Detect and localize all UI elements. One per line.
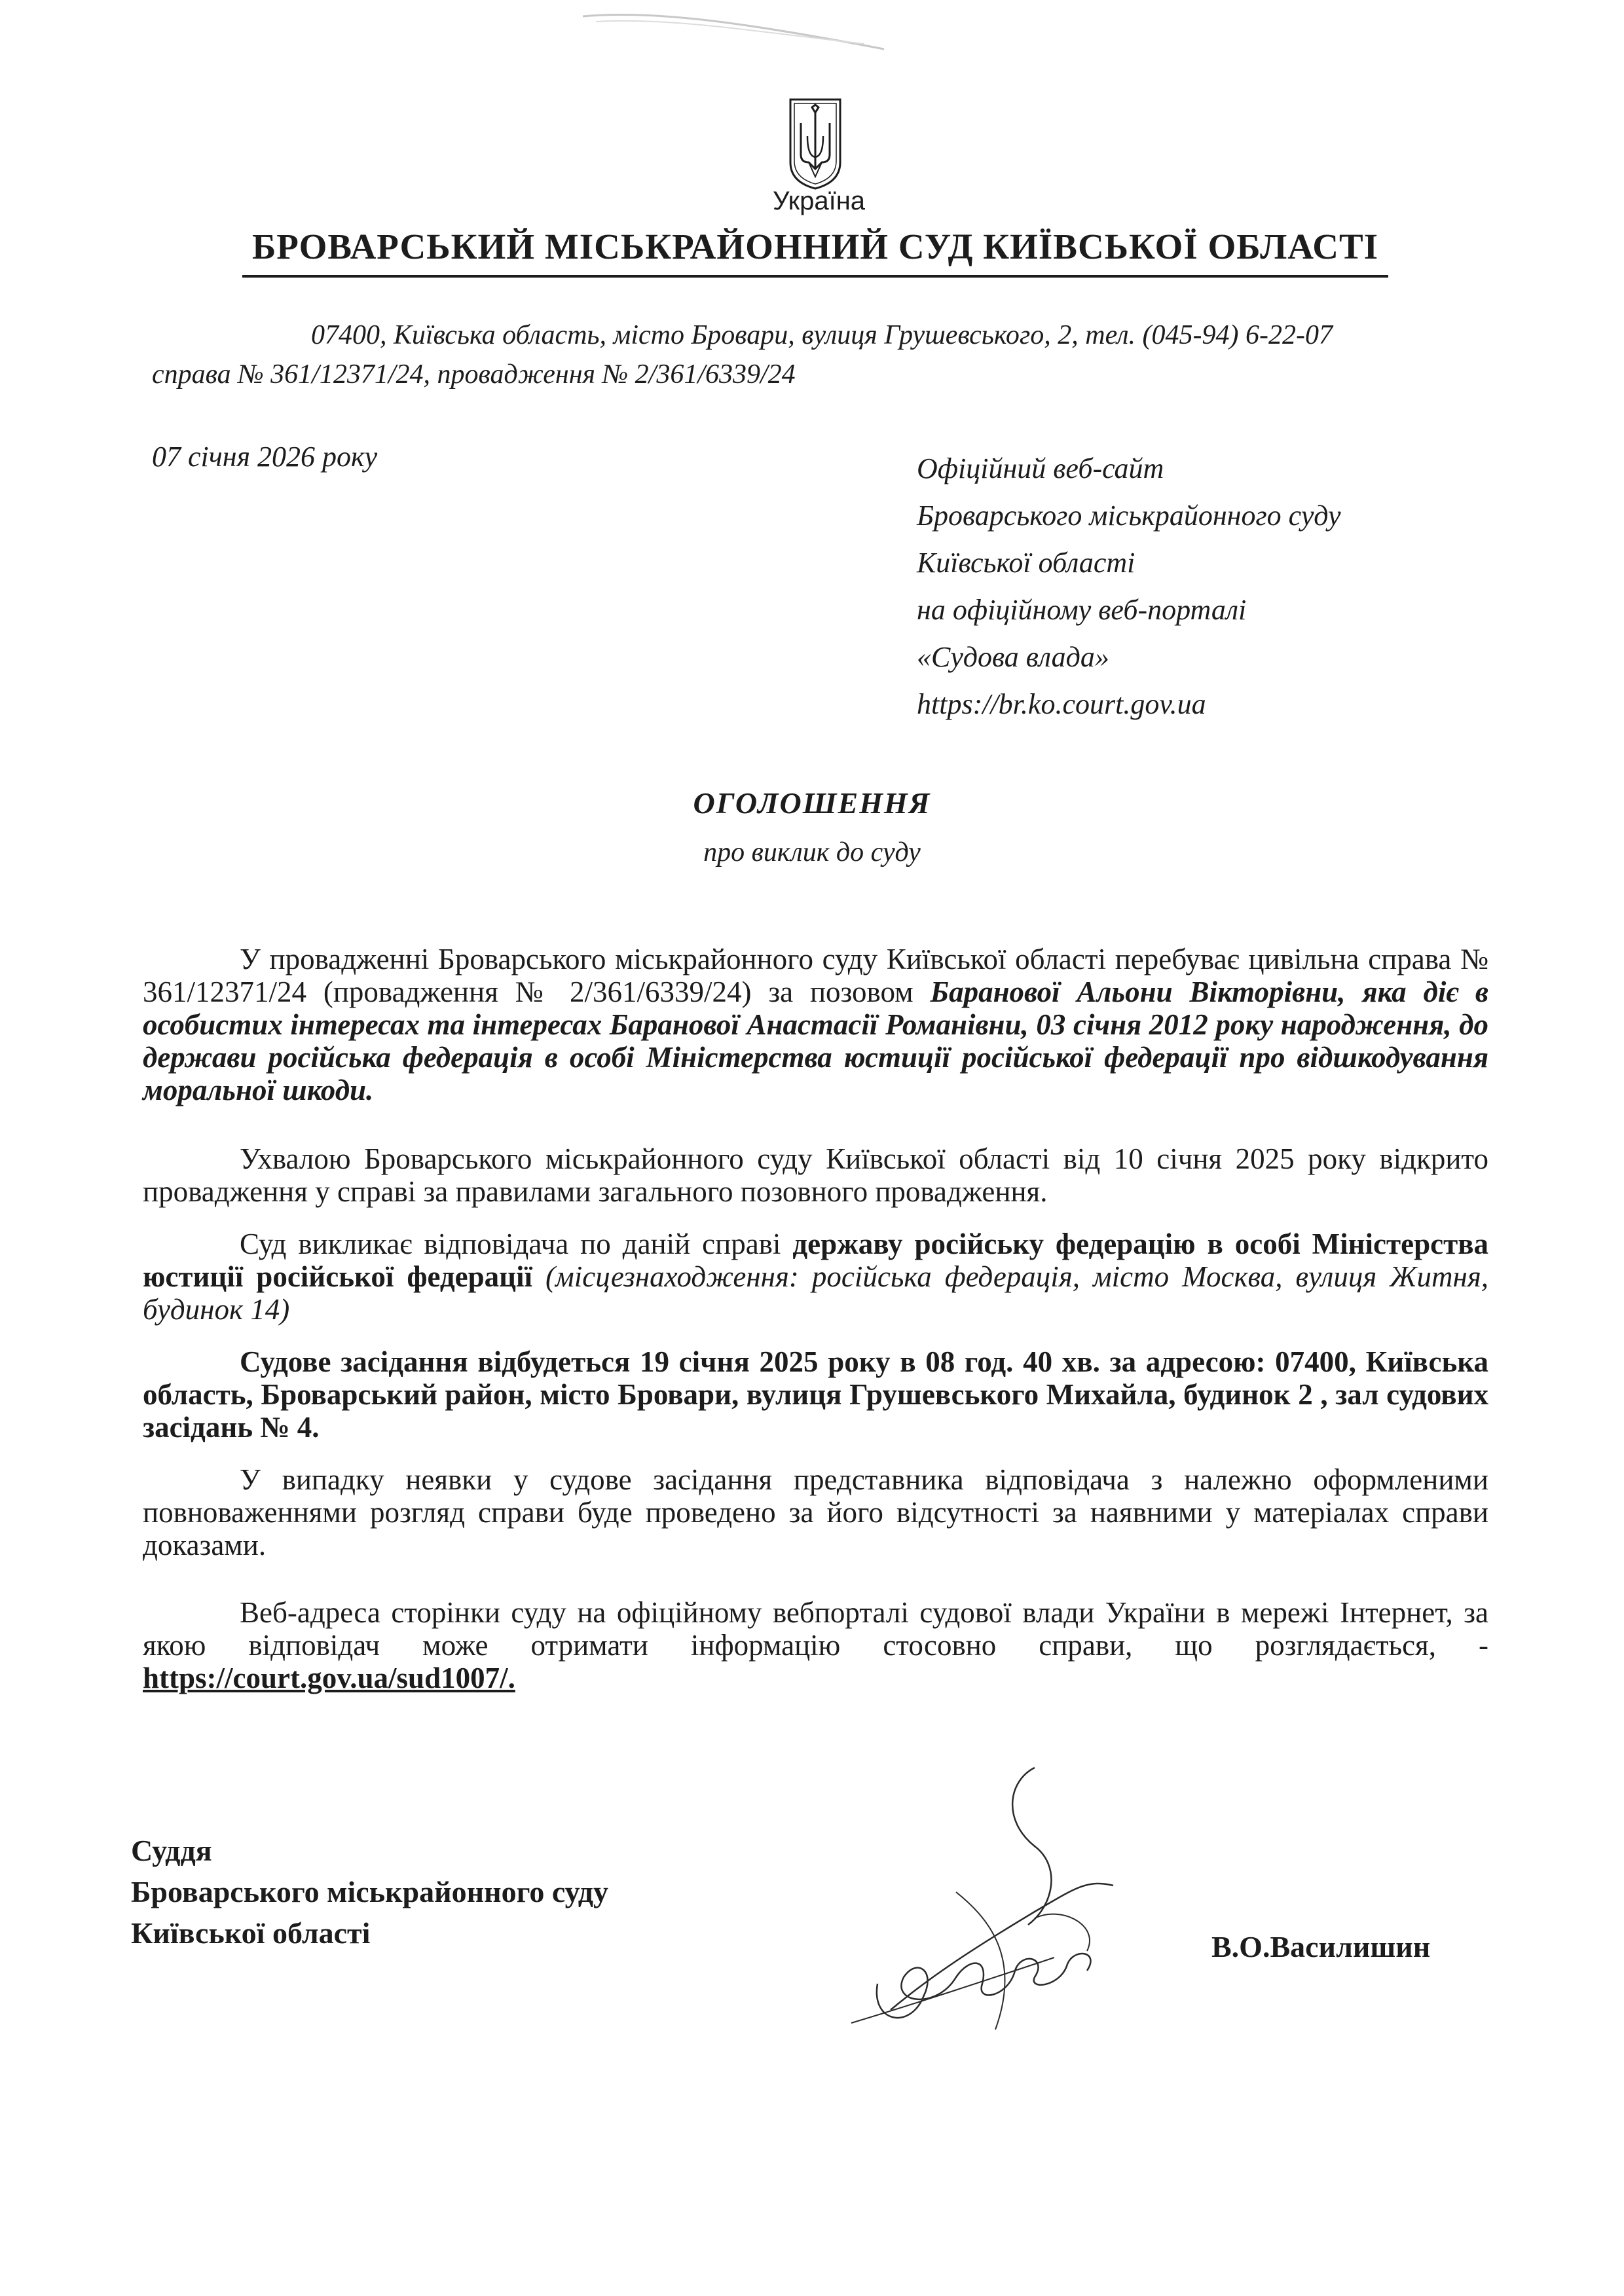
document-date: 07 січня 2026 року: [152, 441, 378, 473]
coat-of-arms-trident-icon: [788, 97, 843, 191]
recipient-line: «Судова влада»: [917, 641, 1109, 673]
paragraph-hearing: Судове засідання відбудеться 19 січня 2025 року в 08 год. 40 хв. за адресою: 07400, Київська область, Броварський район, місто Бровари, вулиця Грушевського Михайла, будинок 2 , зал судових засідань № 4.: [143, 1345, 1488, 1444]
country-name: Україна: [773, 187, 866, 215]
recipient-line: на офіційному веб-порталі: [917, 594, 1247, 626]
judge-name: В.О.Василишин: [1211, 1930, 1431, 1963]
defendant-location: (місцезнаходження: російська федерація, місто Москва, вулиця Житня, будинок 14): [143, 1260, 1488, 1326]
judge-title-line: Суддя: [131, 1834, 212, 1867]
paragraph-absence: У випадку неявки у судове засідання представника відповідача з належно оформленими повноваженнями розгляд справи буде проведено за його відсутності за наявними у матеріалах справи доказами.: [143, 1463, 1488, 1561]
paragraph-ruling: Ухвалою Броварського міськрайонного суду Київської області від 10 січня 2025 року відкрито провадження у справі за правилами загального позовного провадження.: [143, 1142, 1488, 1208]
case-number: справа № 361/12371/24, провадження № 2/361/6339/24: [152, 359, 796, 390]
court-title: БРОВАРСЬКИЙ МІСЬКРАЙОННИЙ СУД КИЇВСЬКОЇ ОБЛАСТІ: [251, 227, 1379, 266]
judge-title-line: Київської області: [131, 1916, 371, 1950]
recipient-line: Офіційний веб-сайт: [917, 452, 1164, 484]
judge-title-line: Броварського міськрайонного суду: [131, 1875, 609, 1908]
defendant-name: державу російську федерацію в особі Міністерства юстиції російської федерації: [143, 1228, 1489, 1293]
notice-subheading: про виклик до суду: [703, 837, 921, 867]
paragraph-web-address: [143, 1596, 1488, 1694]
recipient-line: Броварського міськрайонного суду: [917, 500, 1341, 532]
summons-intro: Суд викликає відповідача по даній справі: [240, 1228, 793, 1260]
recipient-url[interactable]: https://br.ko.court.gov.ua: [917, 688, 1206, 720]
plaintiff-claim: Баранової Альони Вікторівни, яка діє в особистих інтересах та інтересах Баранової Анастасії Романівни, 03 січня 2012 року народження, до держави російська федерація в особі Міністерства юстиції російської федерації про відшкодування моральної шкоди.: [143, 975, 1488, 1106]
scan-smudge: [576, 3, 891, 56]
recipient-block: [917, 445, 1506, 728]
court-address: 07400, Київська область, місто Бровари, вулиця Грушевського, 2, тел. (045-94) 6-22-07: [311, 320, 1333, 350]
judge-title-block: [131, 1830, 786, 1954]
title-underline: [242, 275, 1388, 278]
paragraph-summons: [143, 1228, 1488, 1326]
paragraph-case: [143, 943, 1488, 1106]
notice-heading: ОГОЛОШЕННЯ: [693, 786, 931, 820]
court-web-link[interactable]: https://court.gov.ua/sud1007/.: [143, 1662, 515, 1694]
recipient-line: Київської області: [917, 547, 1135, 579]
paragraph-case-intro: У провадженні Броварського міськрайонного суду Київської області перебуває цивільна справа № 361/12371/24 (провадження № 2/361/6339/24) за позовом: [143, 943, 1488, 1008]
web-address-intro: Веб-адреса сторінки суду на офіційному вебпорталі судової влади України в мережі Інтернет, за якою відповідач може отримати інформацію стосовно справи, що розглядається, -: [143, 1596, 1488, 1662]
handwritten-signature-icon: [838, 1761, 1205, 2036]
